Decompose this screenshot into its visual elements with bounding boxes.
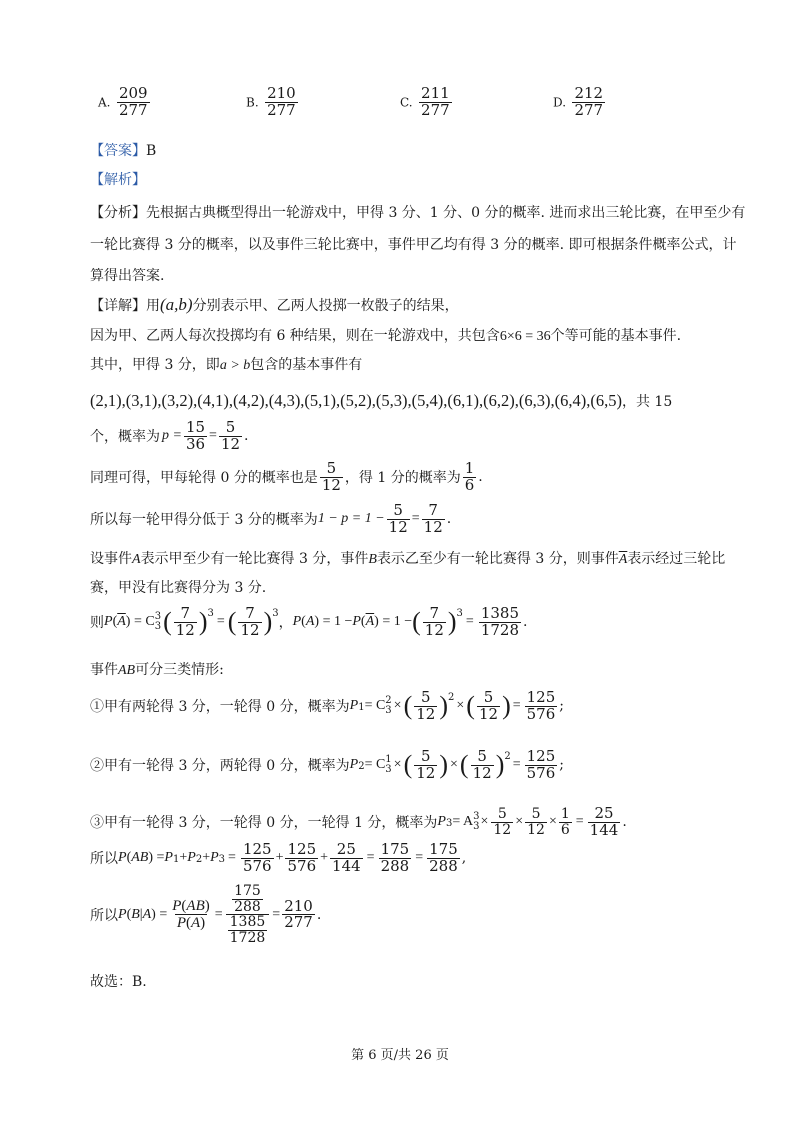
fraction-5-12	[491, 807, 513, 837]
numerator: 210	[284, 896, 313, 915]
fraction-5-12	[414, 690, 437, 723]
fraction-125-576	[525, 690, 558, 723]
denominator: 144	[332, 856, 361, 875]
option-fraction	[419, 86, 452, 119]
fraction-5-12	[525, 807, 547, 837]
denominator: 576	[242, 856, 272, 875]
denominator: 12	[240, 620, 260, 639]
numerator: 7	[180, 604, 191, 622]
numerator: 125	[526, 688, 556, 706]
denominator: 576	[287, 856, 317, 875]
denominator: 12	[416, 763, 436, 782]
case-3-line: ③甲有一轮得 3 分，一轮得 0 分，一轮得 1 分，概率为 P 3 = A 3 3 × $\frac{5}{12}$ × $\frac{5}{12}$ × $\frac{1}{6}$ = $\frac{25}{144}$ .	[90, 804, 627, 839]
denominator: 12	[424, 620, 444, 639]
xiangjie-label: 【详解】	[90, 298, 146, 314]
tongli-text-2: ，得 1 分的概率为	[344, 470, 461, 487]
tongli-text-1: 同理可得，甲每轮得 0 分的概率也是	[90, 470, 318, 487]
numerator: 25	[336, 840, 356, 858]
qizhong-text-2: 包含的基本事件有	[250, 357, 363, 373]
denominator: 12	[175, 620, 195, 639]
fraction-compound	[226, 884, 270, 946]
p-abar-line: 则 P ( $\overline{A}$ ) = C 3 3 ( $\frac{7}{12}$ ) $^3$ = ( $\frac{7}{12}$ ) $^3$ ， P ( A ) = 1 − P ( $\overline{A}$ ) = 1 − ( $\frac{7}{12}$ ) $^3$ = $\frac{1385}{1728}$ .	[90, 604, 528, 639]
option-d	[553, 86, 607, 119]
denominator: 12	[423, 517, 443, 536]
numerator: 1	[464, 459, 475, 477]
denominator: 576	[526, 704, 556, 723]
option-c	[400, 86, 454, 119]
events-line	[90, 322, 681, 351]
denominator: 12	[478, 704, 499, 723]
option-fraction	[572, 86, 605, 119]
denominator: 12	[493, 821, 512, 838]
fraction-7-12	[423, 606, 446, 639]
numerator: 25	[594, 804, 614, 822]
var-a-bar: $\overline{A}$	[618, 552, 628, 567]
denominator: 6	[464, 475, 475, 494]
ab-text-2: 可分三类情形:	[135, 662, 224, 678]
shijian-text-4: 表示经过三轮比	[627, 551, 726, 567]
fraction-25-144	[330, 842, 363, 875]
case-1-text: ①甲有两轮得 3 分，一轮得 0 分，概率为	[90, 699, 350, 716]
ab-text-1: 事件	[90, 662, 118, 678]
shijian-text-3: 表示乙至少有一轮比赛得 3 分，则事件	[376, 551, 619, 567]
case-1-line: ①甲有两轮得 3 分，一轮得 0 分，概率为 P 1 = C 2 3 × ( $\frac{5}{12}$ ) $^2$ × ( $\frac{5}{12}$ ) = $\frac{125}{576}$ ;	[90, 688, 564, 723]
denominator: 277	[574, 100, 604, 119]
events-text-1: 因为甲、乙两人每次投掷均有 6 种结果，则在一轮游戏中，共包含	[90, 328, 500, 344]
denominator: 277	[267, 100, 296, 119]
denominator: 144	[589, 820, 619, 839]
denominator: 12	[472, 763, 492, 782]
fraction-5-12	[320, 461, 343, 494]
numerator: 5	[225, 418, 236, 436]
denominator: 277	[118, 100, 148, 119]
option-fraction	[117, 86, 150, 119]
fraction-5-12	[414, 749, 437, 782]
numerator: 175	[380, 840, 410, 858]
suoyi-pba: 所以	[90, 907, 118, 924]
exponent: 3	[456, 608, 463, 619]
numerator: 209	[118, 84, 148, 102]
suoyi-text-1: 所以每一轮甲得分低于 3 分的概率为	[90, 512, 318, 529]
option-letter: B.	[246, 95, 259, 110]
fraction-1-6	[559, 807, 572, 837]
fenxi-text-1: 先根据古典概型得出一轮游戏中，甲得 3 分、1 分、0 分的概率. 进而求出三轮比赛，在甲至少有	[146, 205, 746, 221]
denominator: 6	[560, 821, 570, 838]
case-2-text: ②甲有一轮得 3 分，两轮得 0 分，概率为	[90, 758, 350, 775]
sub-3: 3	[154, 621, 162, 633]
option-a	[98, 86, 152, 119]
fraction-5-12	[471, 749, 494, 782]
prob-p-line: 个，概率为 p = $\frac{15}{36}$ = $\frac{5}{12}$ .	[90, 418, 249, 453]
denominator: 12	[220, 434, 241, 453]
denominator: 277	[421, 100, 450, 119]
shijian-text-2: 表示甲至少有一轮比赛得 3 分，事件	[140, 551, 369, 567]
fenxi-line-2: 一轮比赛得 3 分的概率，以及事件三轮比赛中，事件甲乙均有得 3 分的概率. 即可根据条件概率公式，计	[90, 237, 737, 253]
numerator: 1	[560, 806, 570, 823]
denominator: 1728	[229, 930, 266, 947]
numerator: 5	[326, 459, 337, 477]
var-b: B	[368, 552, 377, 567]
var-ab: AB	[118, 663, 136, 678]
answer-value: B	[146, 143, 157, 159]
p-b-given-a-line: 所以 P ( B | A ) = $\frac{P(AB)}{P(A)}$ = $\frac{\frac{175}{288}}{\frac{1385}{1728}}$ = $\frac{210}{277}$ .	[90, 883, 322, 947]
denominator: 288	[429, 856, 458, 875]
shijian-line-1	[90, 545, 725, 574]
fraction-7-12	[238, 606, 261, 639]
fraction-pab-over-pa: $\frac{P(AB)}{P(A)}$	[172, 897, 210, 932]
fenxi-line-1	[90, 198, 745, 228]
guxuan: 故选：B.	[90, 974, 147, 990]
pairs-tail: ，共 15	[621, 394, 673, 410]
fraction-7-12	[422, 503, 445, 536]
denominator: 277	[284, 913, 313, 932]
tongli-line: 同理可得，甲每轮得 0 分的概率也是 $\frac{5}{12}$ ，得 1 分的概率为 $\frac{1}{6}$ .	[90, 459, 483, 494]
denominator: 12	[321, 475, 341, 494]
fraction-1385-1728	[479, 606, 521, 639]
pairs-list: (2,1),(3,1),(3,2),(4,1),(4,2),(4,3),(5,1),(5,2),(5,3),(5,4),(6,1),(6,2),(6,3),(6,4),(6,5)	[90, 391, 622, 410]
qizhong-text: 其中，甲得 3 分，即	[90, 357, 220, 373]
numerator: 7	[245, 604, 255, 622]
fraction-125-576	[525, 749, 558, 782]
suoyi-line: 所以每一轮甲得分低于 3 分的概率为 1 − p = 1 − $\frac{5}{12}$ = $\frac{7}{12}$ .	[90, 501, 452, 536]
fraction-15-36	[184, 420, 207, 453]
numerator: 5	[477, 747, 487, 765]
case-2-line: ②甲有一轮得 3 分，两轮得 0 分，概率为 P 2 = C 1 3 × ( $\frac{5}{12}$ ) × ( $\frac{5}{12}$ ) $^2$ = $\frac{125}{576}$ ;	[90, 747, 564, 782]
fraction-5-12	[477, 690, 500, 723]
denominator: 12	[388, 517, 408, 536]
denominator: 1728	[480, 620, 520, 639]
case-3-text: ③甲有一轮得 3 分，一轮得 0 分，一轮得 1 分，概率为	[90, 815, 438, 832]
events-eq: 6×6 = 36	[499, 329, 551, 344]
page-footer: 第 6 页/共 26 页	[351, 1048, 449, 1063]
fraction-25-144	[588, 806, 621, 839]
shijian-text-1: 设事件	[90, 551, 132, 567]
numerator: 125	[242, 840, 272, 858]
denominator: 36	[185, 434, 206, 453]
denominator: 12	[527, 821, 545, 838]
yong: 用	[146, 298, 160, 314]
answer-label: 【答案】	[90, 143, 146, 159]
denominator: 288	[234, 898, 261, 915]
numerator: 175	[234, 883, 261, 899]
numerator: 1385	[229, 914, 266, 931]
numerator: 175	[429, 840, 458, 858]
fraction-175-288	[379, 842, 412, 875]
fraction-5-12	[387, 503, 410, 536]
numerator: 7	[428, 501, 438, 519]
numerator: 125	[287, 840, 317, 858]
answer-line	[90, 140, 156, 162]
fenxi-label: 【分析】	[90, 205, 146, 221]
prob-text: 个，概率为	[90, 429, 160, 446]
option-letter: A.	[98, 95, 111, 110]
denominator: 576	[526, 763, 556, 782]
denominator: 12	[416, 704, 436, 723]
fenxi-line-3: 算得出答案.	[90, 268, 165, 284]
numerator: 5	[421, 747, 431, 765]
numerator: 210	[267, 84, 296, 102]
analysis-label: 【解析】	[90, 172, 146, 188]
numerator: 5	[421, 688, 431, 706]
numerator: 7	[429, 604, 440, 622]
p-ab-line: 所以 P ( AB ) = P 1 + P 2 + P 3 = $\frac{125}{576}$ + $\frac{125}{576}$ + $\frac{25}{144}$ = $\frac{175}{288}$ = $\frac{175}{288}$ ,	[90, 840, 467, 875]
suoyi-pab: 所以	[90, 851, 118, 868]
xiangjie-line	[90, 291, 459, 320]
option-fraction	[265, 86, 298, 119]
numerator: 5	[497, 806, 507, 823]
fraction-5-12	[219, 420, 242, 453]
numerator: 5	[393, 501, 403, 519]
denominator: 288	[380, 856, 410, 875]
numerator: 5	[531, 806, 541, 823]
numerator: 211	[421, 84, 450, 102]
numerator: 5	[483, 688, 494, 706]
numerator: 15	[185, 418, 206, 436]
qizhong-line	[90, 354, 362, 377]
fraction-7-12	[174, 606, 197, 639]
numerator: 125	[526, 747, 556, 765]
fraction-210-277	[282, 896, 315, 932]
ab-intro-line	[90, 659, 224, 682]
exponent: 3	[272, 608, 279, 619]
var-a: A	[132, 552, 141, 567]
numerator: 1385	[480, 604, 520, 622]
xiangjie-text: 分别表示甲、乙两人投掷一枚骰子的结果，	[192, 298, 459, 314]
option-letter: C.	[400, 95, 413, 110]
events-text-2: 个等可能的基本事件.	[550, 328, 682, 344]
fraction-1-6	[463, 461, 477, 494]
sup-3: 3	[154, 611, 162, 623]
option-b	[246, 86, 300, 119]
fraction-175-288	[427, 842, 460, 875]
a-gt-b: a > b	[219, 358, 251, 373]
p-eq: p =	[162, 428, 182, 444]
one-minus-p: 1 − p = 1 −	[317, 511, 385, 527]
fraction-125-576	[285, 842, 318, 875]
pair-ab: (a,b)	[160, 295, 193, 314]
fraction-125-576	[241, 842, 274, 875]
numerator: 212	[574, 84, 604, 102]
shijian-line-2: 赛，甲没有比赛得分为 3 分.	[90, 580, 267, 596]
ze: 则	[90, 615, 104, 632]
option-letter: D.	[553, 95, 567, 110]
pairs-line	[90, 388, 672, 415]
exponent: 3	[207, 608, 214, 619]
